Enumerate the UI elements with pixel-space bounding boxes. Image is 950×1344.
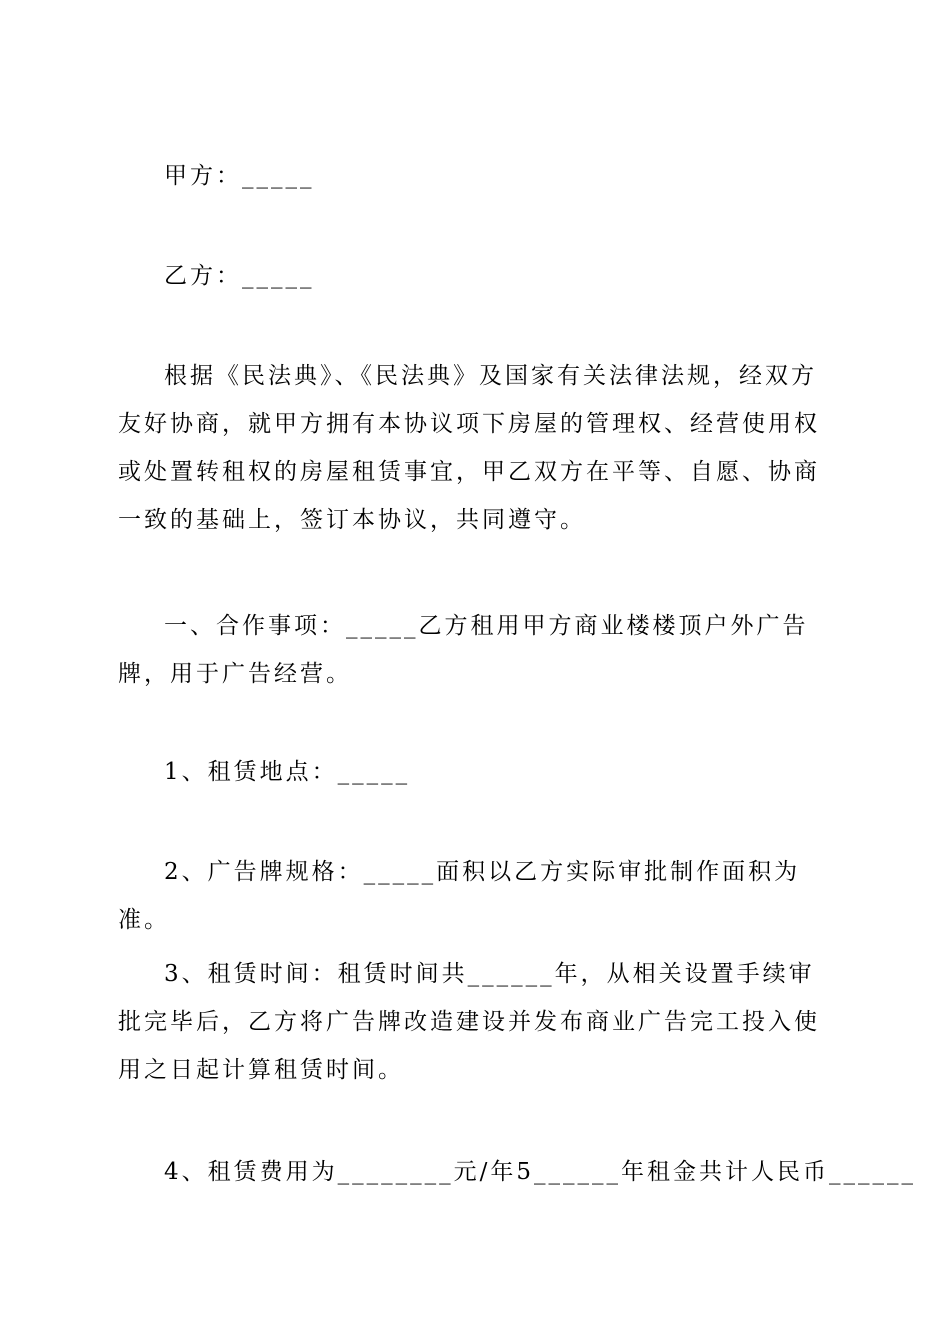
cooperation-item-paragraph: 一、合作事项：_____乙方租用甲方商业楼楼顶户外广告牌，用于广告经营。	[118, 613, 809, 687]
billboard-spec-clause: 2、广告牌规格：_____面积以乙方实际审批制作面积为准。	[118, 859, 801, 933]
lease-fee-clause: 4、租赁费用为________元/年5______年租金共计人民币______	[164, 1159, 917, 1185]
party-a-line: 甲方：_____	[164, 163, 315, 189]
party-b-line: 乙方：_____	[164, 263, 315, 289]
preamble-paragraph: 根据《民法典》、《民法典》及国家有关法律法规，经双方友好协商，就甲方拥有本协议项下房屋的管理权、经营使用权或处置转租权的房屋租赁事宜，甲乙双方在平等、自愿、协商一致的基础上，签订本协议，共同遵守。	[118, 363, 820, 533]
lease-location-clause: 1、租赁地点：_____	[164, 759, 411, 785]
lease-term-clause: 3、租赁时间：租赁时间共______年，从相关设置手续审批完毕后，乙方将广告牌改造建设并发布商业广告完工投入使用之日起计算租赁时间。	[118, 961, 820, 1083]
